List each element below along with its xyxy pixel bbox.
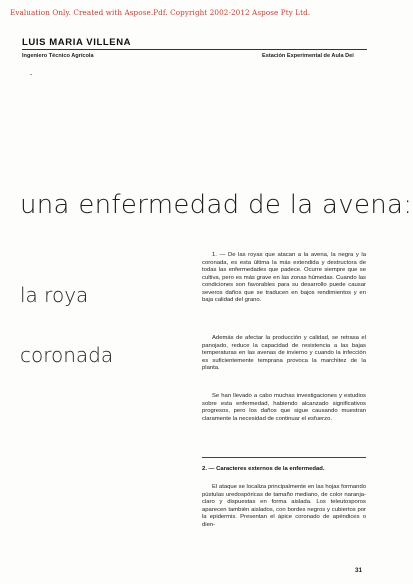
- body-column: [202, 335, 366, 373]
- section-rule: [202, 457, 366, 458]
- header-rule: [22, 49, 367, 50]
- watermark: Evaluation Only. Created with Aspose.Pdf. Copyright 2002-2012 Aspose Pty Ltd.: [10, 8, 311, 17]
- page-number: 31: [355, 567, 363, 574]
- author-name: LUIS MARIA VILLENA: [22, 37, 132, 48]
- paragraph: Se han llevado a cabo muchas investigaciones y estudios sobre esta enfermedad, habiendo alcanzado significativos progresos, pero los daños que sigue causando muestran claramente la necesidad de continuar el esfuerzo.: [202, 393, 366, 422]
- article-subtitle-line1: la roya: [20, 283, 89, 307]
- paragraph: El ataque se localiza principalmente en las hojas formando pústulas uredospóricas de tamaño mediano, de color naranja-claro y dispuestas en forma aislada. Los teleutosporos aparecen también aislados, con bordes negros y cubiertos por la epidermis. Presentan el ápice coronado de apéndices o dien-: [202, 484, 366, 528]
- scan-speck: [30, 74, 32, 75]
- article-subtitle-line2: coronada: [20, 343, 114, 367]
- body-column: [202, 252, 366, 305]
- paragraph: 1. — De las royas que atacan a la avena, la negra y la coronada, es esta última la más extendida y destructora de todas las enfermedades que padece. Ocurre siempre que se cultiva, pero es más grave en las zonas húmedas. Cuando las condiciones son favorables para su desarrollo puede causar severos daños que se traducen en bajos rendimientos y en baja calidad del grano.: [202, 252, 366, 304]
- institution: Estación Experimental de Aula Dei: [262, 53, 354, 59]
- body-column: [202, 393, 366, 423]
- paragraph: Además de afectar la producción y calidad, se retrasa el panojado, reduce la capacidad de resistencia a las bajas temperaturas en las avenas de invierno y cuando la infección es suficientemente temprana provoca la marchitez de la planta.: [202, 335, 366, 372]
- body-column: [202, 484, 366, 529]
- article-title: una enfermedad de la avena:: [20, 190, 413, 220]
- section-heading: 2. — Caracteres externos de la enfermedad.: [202, 466, 325, 472]
- author-title: Ingeniero Técnico Agrícola: [22, 53, 94, 59]
